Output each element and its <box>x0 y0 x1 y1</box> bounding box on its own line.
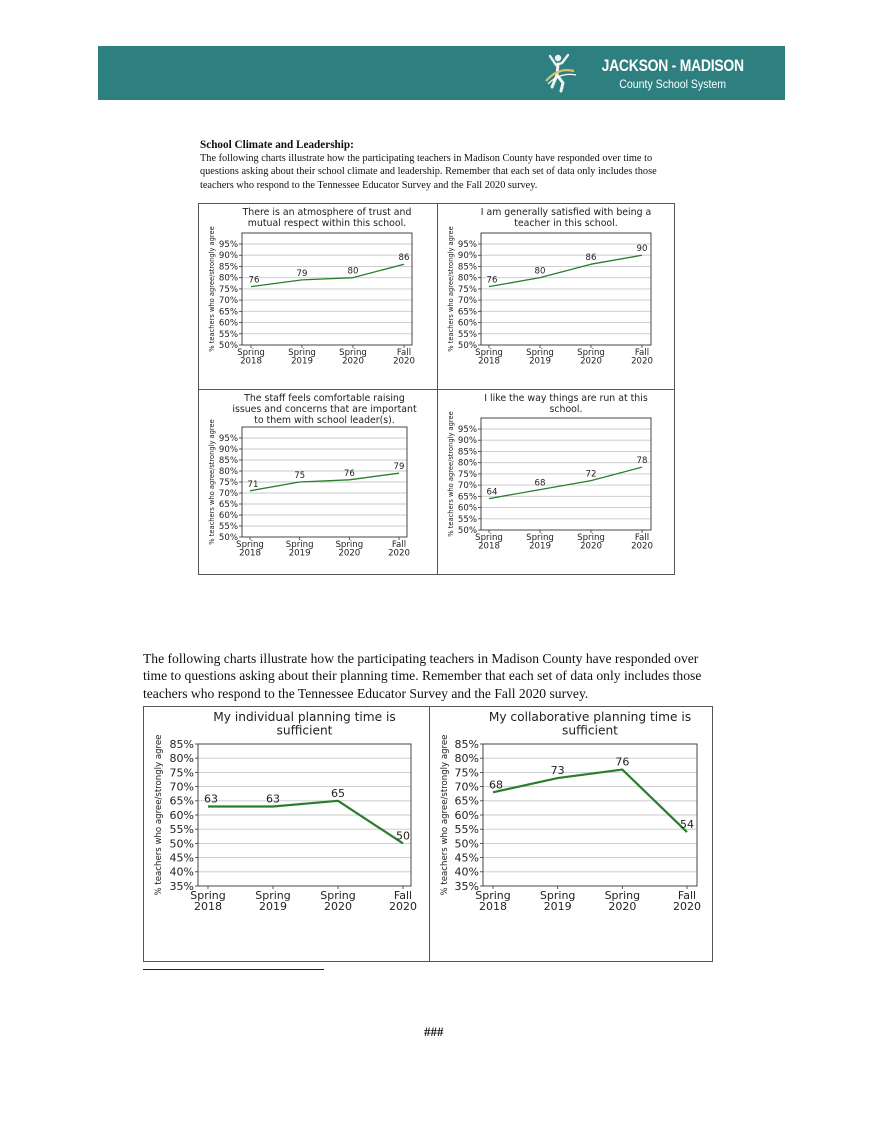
x-tick-label: Spring <box>288 348 316 358</box>
y-tick-label: 70% <box>218 296 238 307</box>
x-tick-label: Fall <box>677 889 697 902</box>
data-series-line <box>486 467 642 498</box>
x-tick-label: Spring <box>539 889 576 902</box>
climate-section-intro <box>200 138 680 192</box>
x-tick-label: Fall <box>391 540 407 550</box>
y-tick-label: 45% <box>454 851 479 865</box>
x-tick-label: 2020 <box>631 541 653 552</box>
y-tick-label: 80% <box>218 467 238 478</box>
y-tick-label: 80% <box>169 752 194 766</box>
y-tick-label: 85% <box>218 456 238 467</box>
x-tick-label: Spring <box>526 533 554 543</box>
y-tick-label: 85% <box>457 447 477 458</box>
y-tick-label: 85% <box>169 737 194 751</box>
x-tick-label: 2018 <box>194 900 222 913</box>
y-tick-label: 50% <box>457 526 477 537</box>
x-tick-label: 2020 <box>631 356 653 367</box>
y-tick-label: 55% <box>218 522 238 533</box>
y-tick-label: 80% <box>457 458 477 469</box>
data-point-label: 80 <box>534 266 546 277</box>
y-tick-label: 70% <box>457 296 477 307</box>
x-tick-label: Spring <box>577 348 605 358</box>
y-tick-label: 60% <box>218 318 238 329</box>
data-point-label: 90 <box>636 244 648 255</box>
y-tick-label: 90% <box>218 251 238 262</box>
y-tick-label: 85% <box>457 262 477 273</box>
x-tick-label: 2018 <box>240 356 262 367</box>
y-tick-label: 75% <box>454 766 479 780</box>
y-tick-label: 65% <box>218 500 238 511</box>
data-point-label: 76 <box>343 468 355 479</box>
chart-title: sufficient <box>276 723 333 738</box>
x-tick-label: 2020 <box>608 900 637 913</box>
y-tick-label: 35% <box>454 879 479 893</box>
y-tick-label: 50% <box>169 837 194 851</box>
chart-trust-respect <box>198 203 436 388</box>
x-tick-label: Spring <box>236 540 264 550</box>
x-tick-label: 2020 <box>324 900 352 913</box>
y-tick-label: 35% <box>169 879 194 893</box>
chart-title: mutual respect within this school. <box>247 218 407 229</box>
district-logo <box>544 52 759 94</box>
chart-title: The staff feels comfortable raising <box>244 393 405 404</box>
y-tick-label: 65% <box>454 794 479 808</box>
y-tick-label: 55% <box>454 823 479 837</box>
chart-title: I am generally satisfied with being a <box>480 207 652 218</box>
y-tick-label: 55% <box>457 514 477 525</box>
chart-title: school. <box>549 404 583 415</box>
data-point-label: 76 <box>615 755 630 769</box>
y-tick-label: 40% <box>169 865 194 879</box>
y-tick-label: 60% <box>457 318 477 329</box>
x-tick-label: Fall <box>634 533 650 543</box>
y-axis-label: % teachers who agree/strongly agree <box>154 734 164 896</box>
data-point-label: 64 <box>486 487 498 498</box>
x-tick-label: Spring <box>577 533 605 543</box>
section-heading: School Climate and Leadership: <box>200 139 354 151</box>
data-point-label: 63 <box>204 792 218 806</box>
x-tick-label: Spring <box>285 540 314 550</box>
y-tick-label: 60% <box>218 511 238 522</box>
y-tick-label: 60% <box>454 808 479 822</box>
x-tick-label: Spring <box>475 348 503 358</box>
chart-title: teacher in this school. <box>514 218 618 229</box>
section-paragraph: The following charts illustrate how the participating teachers in Madison County have responded over time to questions asking about their school climate and leadership. Remember that each set of data only includes those teachers who respond to the Tennessee Educator Survey and the Fall 2020 survey. <box>200 153 657 191</box>
x-tick-label: 2018 <box>239 548 261 559</box>
y-axis-label: % teachers who agree/strongly agree <box>208 226 216 352</box>
footnote-rule <box>143 969 324 970</box>
x-tick-label: Spring <box>475 889 511 902</box>
y-tick-label: 65% <box>218 307 238 318</box>
y-tick-label: 90% <box>457 251 477 262</box>
y-tick-label: 50% <box>454 837 479 851</box>
x-tick-label: 2020 <box>388 548 410 559</box>
x-tick-label: 2018 <box>479 900 507 913</box>
data-point-label: 78 <box>636 456 648 467</box>
y-tick-label: 95% <box>218 434 238 445</box>
section-paragraph: The following charts illustrate how the participating teachers in Madison County have responded over time to questions asking about their planning time. Remember that each set of data only includes those teachers who respond to the Tennessee Educator Survey and the Fall 2020 survey. <box>143 651 702 701</box>
y-axis-label: % teachers who agree/strongly agree <box>440 734 450 896</box>
y-tick-label: 60% <box>457 503 477 514</box>
y-tick-label: 50% <box>218 341 238 352</box>
y-tick-label: 75% <box>457 469 477 480</box>
data-point-label: 71 <box>247 479 259 490</box>
data-point-label: 54 <box>680 818 694 832</box>
chart-title: My collaborative planning time is <box>488 710 692 724</box>
x-tick-label: Spring <box>526 348 554 358</box>
y-tick-label: 65% <box>169 794 194 808</box>
x-tick-label: 2019 <box>529 356 551 367</box>
x-tick-label: 2020 <box>580 541 602 552</box>
y-tick-label: 95% <box>218 240 238 251</box>
data-series-line <box>486 255 642 286</box>
y-tick-label: 85% <box>454 737 479 751</box>
data-point-label: 63 <box>266 792 280 806</box>
x-tick-label: 2020 <box>393 356 415 367</box>
y-tick-label: 45% <box>169 851 194 865</box>
y-tick-label: 95% <box>457 240 477 251</box>
logo-title: JACKSON - MADISON <box>601 55 744 75</box>
y-tick-label: 70% <box>169 780 194 794</box>
data-point-label: 80 <box>347 266 359 277</box>
data-point-label: 76 <box>486 275 498 286</box>
y-tick-label: 65% <box>457 492 477 503</box>
y-tick-label: 75% <box>169 766 194 780</box>
data-point-label: 50 <box>396 829 410 843</box>
data-series-line <box>248 264 404 286</box>
x-tick-label: Spring <box>335 540 364 550</box>
y-tick-label: 80% <box>457 273 477 284</box>
x-tick-label: Spring <box>339 348 367 358</box>
y-tick-label: 70% <box>457 481 477 492</box>
data-series-line <box>208 801 403 844</box>
x-tick-label: 2018 <box>478 356 500 367</box>
data-point-label: 76 <box>248 275 260 286</box>
y-tick-label: 80% <box>454 752 479 766</box>
y-tick-label: 65% <box>457 307 477 318</box>
chart-title: to them with school leader(s). <box>254 415 395 426</box>
x-tick-label: 2019 <box>291 356 313 367</box>
y-tick-label: 50% <box>457 341 477 352</box>
y-tick-label: 85% <box>218 262 238 273</box>
x-tick-label: Spring <box>190 889 226 902</box>
data-point-label: 65 <box>331 786 345 800</box>
data-point-label: 68 <box>534 478 546 489</box>
x-tick-label: Spring <box>475 533 503 543</box>
data-point-label: 75 <box>294 471 306 481</box>
y-tick-label: 80% <box>218 273 238 284</box>
chart-title: My individual planning time is <box>213 710 396 724</box>
x-tick-label: 2020 <box>580 356 602 367</box>
y-tick-label: 55% <box>169 823 194 837</box>
y-tick-label: 40% <box>454 865 479 879</box>
chart-title: sufficient <box>562 723 618 738</box>
y-tick-label: 75% <box>457 284 477 295</box>
x-tick-label: 2019 <box>529 541 551 552</box>
data-point-label: 73 <box>550 764 565 778</box>
y-tick-label: 50% <box>218 533 238 544</box>
planning-section-intro <box>143 650 723 702</box>
x-tick-label: 2020 <box>342 356 364 367</box>
x-tick-label: 2020 <box>389 900 417 913</box>
header-band <box>98 46 785 100</box>
x-tick-label: 2020 <box>673 900 701 913</box>
x-tick-label: Spring <box>604 889 641 902</box>
end-mark: ### <box>424 1024 444 1039</box>
y-tick-label: 95% <box>457 425 477 436</box>
data-point-label: 72 <box>585 469 597 480</box>
y-tick-label: 70% <box>454 780 479 794</box>
y-tick-label: 90% <box>218 445 238 456</box>
y-tick-label: 55% <box>457 329 477 340</box>
y-axis-label: % teachers who agree/strongly agree <box>447 226 455 352</box>
chart-title: There is an atmosphere of trust and <box>242 207 412 218</box>
y-axis-label: % teachers who agree/strongly agree <box>447 411 455 537</box>
y-tick-label: 75% <box>218 478 238 489</box>
chart-title: I like the way things are run at this <box>484 393 648 404</box>
chart-individual-planning <box>143 706 428 962</box>
chart-collaborative-planning <box>429 706 713 962</box>
y-tick-label: 75% <box>218 284 238 295</box>
x-tick-label: 2019 <box>259 900 287 913</box>
data-point-label: 86 <box>398 253 410 264</box>
x-tick-label: 2019 <box>543 900 572 913</box>
x-tick-label: 2020 <box>338 548 361 559</box>
data-point-label: 79 <box>296 268 308 279</box>
data-point-label: 86 <box>585 253 597 264</box>
x-tick-label: Spring <box>320 889 356 902</box>
y-tick-label: 90% <box>457 436 477 447</box>
y-tick-label: 70% <box>218 489 238 500</box>
y-tick-label: 60% <box>169 808 194 822</box>
chart-satisfied-teacher <box>437 203 675 388</box>
runner-figure-icon <box>544 53 578 93</box>
chart-title: issues and concerns that are important <box>232 404 417 415</box>
x-tick-label: 2019 <box>288 548 311 559</box>
x-tick-label: Fall <box>634 348 650 358</box>
y-axis-label: % teachers who agree/strongly agree <box>208 419 216 545</box>
logo-subtitle: County School System <box>618 76 726 91</box>
chart-comfortable-raising-issues <box>198 389 436 575</box>
x-tick-label: 2018 <box>478 541 500 552</box>
x-tick-label: Spring <box>237 348 265 358</box>
y-tick-label: 55% <box>218 329 238 340</box>
data-point-label: 79 <box>393 462 405 473</box>
x-tick-label: Fall <box>393 889 413 902</box>
x-tick-label: Spring <box>255 889 291 902</box>
x-tick-label: Fall <box>396 348 412 358</box>
chart-way-things-run <box>437 389 675 575</box>
data-point-label: 68 <box>489 778 503 792</box>
